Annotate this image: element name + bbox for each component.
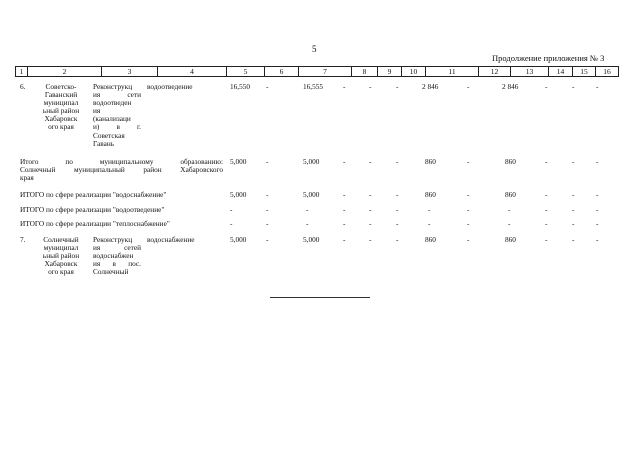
col-header-13: 13: [511, 67, 549, 76]
row7-col11: 860: [425, 235, 436, 244]
row6-municipality-line: муниципал: [43, 98, 79, 108]
row7-municipality: [39, 236, 83, 276]
sphere-total-heat-col13: -: [508, 219, 511, 228]
sphere-total-water-col9: -: [369, 190, 372, 199]
row7-project-line: ия сетей: [93, 243, 141, 253]
row6-col6: -: [266, 82, 269, 91]
sphere-total-heat-col5: -: [230, 219, 233, 228]
row7-col16: -: [596, 235, 599, 244]
row6-project-line: ия сети: [93, 90, 141, 100]
sphere-total-drain-col9: -: [369, 205, 372, 214]
row7-project-line: водоснабжен: [93, 251, 134, 261]
row7-col5: 5,000: [230, 235, 247, 244]
sphere-total-water-col14: -: [545, 190, 548, 199]
row6-municipality-line: ьный район: [42, 106, 80, 116]
row6-col9: -: [369, 82, 372, 91]
sphere-total-drain-col12: -: [467, 205, 470, 214]
sphere-total-heat-col15: -: [572, 219, 575, 228]
row6-col15: -: [572, 82, 575, 91]
row7-project-line: Солнечный: [93, 267, 129, 277]
row7-col13: 860: [505, 235, 516, 244]
col-header-8: 8: [352, 67, 378, 76]
row7-project: [93, 236, 141, 276]
col-header-12: 12: [479, 67, 511, 76]
sphere-total-drain-col5: -: [230, 205, 233, 214]
col-header-15: 15: [573, 67, 596, 76]
municipality-total-line: Солнечный муниципальный район Хабаровского: [20, 165, 223, 175]
col-header-5: 5: [227, 67, 265, 76]
row6-col11: 2 846: [422, 82, 439, 91]
row7-col7: 5,000: [303, 235, 320, 244]
page-number: 5: [312, 44, 317, 54]
col-header-14: 14: [549, 67, 573, 76]
municipality-total-label: [20, 158, 223, 182]
sphere-total-water-col5: 5,000: [230, 190, 247, 199]
sphere-total-water-col16: -: [596, 190, 599, 199]
row6-municipality-line: Советско-: [45, 82, 77, 91]
row6-project-line: ия: [93, 106, 101, 116]
municipality-total-col12: -: [467, 157, 470, 166]
sphere-total-heat-col9: -: [369, 219, 372, 228]
municipality-total-col14: -: [545, 157, 548, 166]
row6-col8: -: [343, 82, 346, 91]
row6-col14: -: [545, 82, 548, 91]
row7-col15: -: [572, 235, 575, 244]
row6-col16: -: [596, 82, 599, 91]
row6-col13: 2 846: [502, 82, 519, 91]
row7-col12: -: [467, 235, 470, 244]
sphere-total-drain-label: ИТОГО по сфере реализации "водоотведение": [20, 205, 165, 214]
sphere-total-heat-col12: -: [467, 219, 470, 228]
sphere-total-water-col15: -: [572, 190, 575, 199]
row6-project-line: и) в г.: [93, 122, 141, 132]
row6-municipality-line: Гаванский: [44, 90, 78, 100]
col-header-9: 9: [378, 67, 402, 76]
municipality-total-col5: 5,000: [230, 157, 247, 166]
row6-col5: 16,550: [230, 82, 251, 91]
col-header-4: 4: [158, 67, 227, 76]
sphere-total-heat-col11: -: [428, 219, 431, 228]
sphere-total-water-col10: -: [396, 190, 399, 199]
end-of-table-rule: [270, 297, 370, 298]
sphere-total-drain-col14: -: [545, 205, 548, 214]
municipality-total-col7: 5,000: [303, 157, 320, 166]
col-header-2: 2: [28, 67, 102, 76]
row6-municipality: [39, 83, 83, 132]
sphere-total-drain-col15: -: [572, 205, 575, 214]
sphere-total-heat-col14: -: [545, 219, 548, 228]
row6-col10: -: [396, 82, 399, 91]
row7-project-line: ия в пос.: [93, 259, 141, 269]
col-header-1: 1: [16, 67, 28, 76]
row7-col9: -: [369, 235, 372, 244]
municipality-total-line: Итого по муниципальному образованию:: [20, 157, 223, 166]
appendix-continuation: Продолжение приложения № 3: [492, 53, 605, 63]
municipality-total-col10: -: [396, 157, 399, 166]
sphere-total-heat-col7: -: [306, 219, 309, 228]
col-header-11: 11: [426, 67, 479, 76]
sphere-total-water-col13: 860: [505, 190, 516, 199]
sphere-total-heat-col16: -: [596, 219, 599, 228]
row6-project-line: (канализаци: [93, 114, 131, 124]
municipality-total-col11: 860: [425, 157, 436, 166]
municipality-total-col15: -: [572, 157, 575, 166]
sphere-total-heat-col10: -: [396, 219, 399, 228]
sphere-total-drain-col7: -: [306, 205, 309, 214]
row7-project-line: Реконструкц: [93, 235, 133, 244]
row6-municipality-line: ого края: [48, 122, 74, 132]
municipality-total-line: края: [20, 173, 34, 183]
row6-col7: 16,555: [303, 82, 324, 91]
sphere-total-heat-col8: -: [343, 219, 346, 228]
sphere-total-drain-col6: -: [266, 205, 269, 214]
row6-number: 6.: [20, 82, 26, 91]
sphere-total-heat-col6: -: [266, 219, 269, 228]
row6-project-line: Реконструкц: [93, 82, 133, 91]
column-number-header: [15, 66, 619, 77]
col-header-10: 10: [402, 67, 426, 76]
row7-col14: -: [545, 235, 548, 244]
row6-project-line: Гавань: [93, 138, 115, 148]
col-header-6: 6: [265, 67, 299, 76]
sphere-total-water-col6: -: [266, 190, 269, 199]
sphere-total-water-col11: 860: [425, 190, 436, 199]
col-header-3: 3: [102, 67, 158, 76]
row7-municipality-line: ого края: [48, 267, 74, 277]
municipality-total-col13: 860: [505, 157, 516, 166]
row7-col10: -: [396, 235, 399, 244]
sphere-total-water-label: ИТОГО по сфере реализации "водоснабжение": [20, 190, 167, 199]
row7-municipality-line: Хабаровск: [44, 259, 78, 269]
row6-project: [93, 83, 141, 148]
row7-sphere: водоснабжение: [147, 235, 195, 244]
sphere-total-drain-col11: -: [428, 205, 431, 214]
sphere-total-water-col7: 5,000: [303, 190, 320, 199]
row7-number: 7.: [20, 235, 26, 244]
row7-col8: -: [343, 235, 346, 244]
sphere-total-drain-col13: -: [508, 205, 511, 214]
row6-municipality-line: Хабаровск: [44, 114, 78, 124]
sphere-total-drain-col16: -: [596, 205, 599, 214]
row6-project-line: водоотведен: [93, 98, 132, 108]
col-header-16: 16: [603, 67, 611, 76]
sphere-total-heat-label: ИТОГО по сфере реализации "теплоснабжение": [20, 219, 170, 228]
municipality-total-col9: -: [369, 157, 372, 166]
col-header-7: 7: [299, 67, 352, 76]
row7-municipality-line: муниципал: [43, 243, 79, 253]
row6-col12: -: [467, 82, 470, 91]
sphere-total-drain-col8: -: [343, 205, 346, 214]
municipality-total-col6: -: [266, 157, 269, 166]
row7-municipality-line: ьный район: [42, 251, 80, 261]
sphere-total-water-col12: -: [467, 190, 470, 199]
row7-municipality-line: Солнечный: [43, 235, 79, 244]
sphere-total-drain-col10: -: [396, 205, 399, 214]
row6-sphere: водоотведение: [147, 82, 193, 91]
row6-project-line: Советская: [93, 130, 125, 140]
municipality-total-col8: -: [343, 157, 346, 166]
municipality-total-col16: -: [596, 157, 599, 166]
row7-col6: -: [266, 235, 269, 244]
sphere-total-water-col8: -: [343, 190, 346, 199]
